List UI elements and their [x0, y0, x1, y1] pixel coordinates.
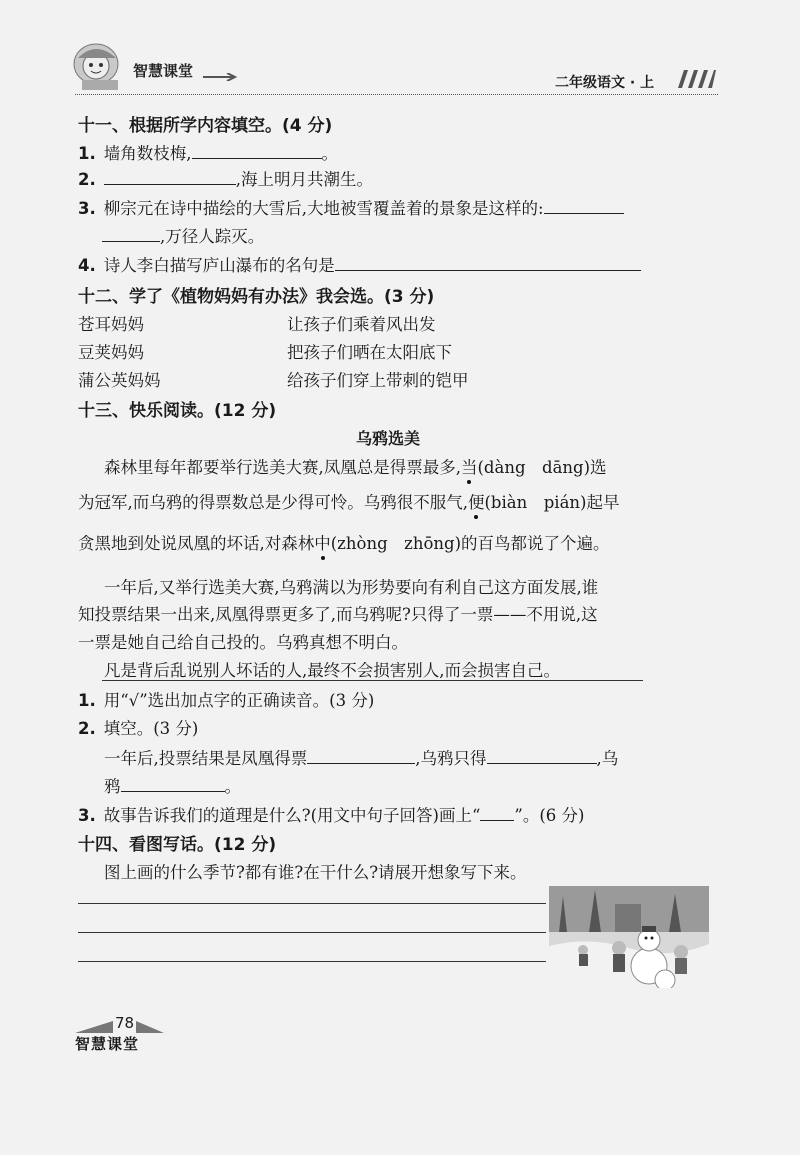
sec11-q2	[78, 166, 373, 190]
section-14-title: 十四、看图写话。(12 分)	[78, 835, 277, 855]
q-text: 。	[224, 777, 241, 796]
header-course: 二年级语文 · 上	[555, 75, 655, 91]
answer-blank[interactable]	[487, 749, 597, 764]
section-11-title: 十一、根据所学内容填空。(4 分)	[78, 116, 333, 136]
story-line: 一年后,又举行选美大赛,乌鸦满以为形势要向有利自己这方面发展,谁	[104, 578, 599, 597]
header-stripes-icon	[672, 70, 716, 88]
q-text: ,乌鸦只得	[415, 749, 487, 768]
q-number: 3.	[78, 199, 96, 218]
answer-blank[interactable]	[192, 144, 322, 159]
match-left-item[interactable]: 苍耳妈妈	[78, 315, 144, 334]
footer-arrow-right-icon	[136, 1018, 164, 1037]
q-text: ”。(6 分)	[514, 806, 585, 825]
q-text: 故事告诉我们的道理是什么?(用文中句子回答)画上“	[103, 806, 481, 825]
sec13-q2	[78, 715, 198, 739]
q-text: 鸦	[104, 777, 121, 796]
match-right-item[interactable]: 给孩子们穿上带刺的铠甲	[287, 371, 469, 390]
writing-line[interactable]	[78, 932, 546, 933]
q-number: 3.	[78, 806, 96, 825]
sec13-q3	[78, 802, 584, 826]
match-right-item[interactable]: 把孩子们晒在太阳底下	[287, 343, 452, 362]
q-number: 2.	[78, 719, 96, 738]
section-12-title: 十二、学了《植物妈妈有办法》我会选。(3 分)	[78, 287, 435, 307]
pinyin-options[interactable]: (zhòng zhōng)的百鸟都说了个遍。	[330, 534, 610, 553]
sec13-q2-line1	[104, 745, 618, 769]
winter-scene-illustration	[549, 886, 709, 988]
page-number: 78	[115, 1014, 135, 1032]
story-line	[78, 489, 619, 513]
q-number: 1.	[78, 691, 96, 710]
header-divider	[75, 94, 718, 95]
story-text: 贪黑地到处说凤凰的坏话,对森林	[78, 534, 315, 553]
sec11-q1	[78, 140, 338, 164]
pinyin-options[interactable]: (dàng dāng)选	[477, 458, 607, 477]
q-punct: 。	[321, 144, 338, 163]
q-number: 4.	[78, 256, 96, 275]
wave-line-blank	[480, 806, 514, 821]
sec11-q3	[78, 195, 624, 219]
header-arrow-icon	[203, 66, 239, 74]
story-text: 为冠军,而乌鸦的得票数总是少得可怜。乌鸦很不服气,	[78, 493, 468, 512]
answer-blank[interactable]	[335, 256, 641, 271]
q-number: 2.	[78, 170, 96, 189]
match-left-item[interactable]: 蒲公英妈妈	[78, 371, 161, 390]
q-text: 一年后,投票结果是凤凰得票	[104, 749, 308, 768]
story-title: 乌鸦选美	[356, 429, 421, 448]
answer-blank[interactable]	[307, 749, 415, 764]
writing-line[interactable]	[78, 961, 546, 962]
header-logo	[70, 38, 130, 92]
sec13-q2-line2	[104, 773, 241, 797]
writing-prompt: 图上画的什么季节?都有谁?在干什么?请展开想象写下来。	[104, 863, 527, 882]
moral-underline	[102, 680, 643, 681]
match-left-item[interactable]: 豆荚妈妈	[78, 343, 144, 362]
story-moral-line: 凡是背后乱说别人坏话的人,最终不会损害别人,而会损害自己。	[104, 661, 560, 680]
match-right-item[interactable]: 让孩子们乘着风出发	[287, 315, 436, 334]
pinyin-options[interactable]: (biàn pián)起早	[484, 493, 620, 512]
story-line: 知投票结果一出来,凤凰得票更多了,而乌鸦呢?只得了一票——不用说,这	[78, 605, 598, 624]
dotted-character: 当	[461, 458, 478, 477]
cartoon-girl-logo-icon	[70, 38, 130, 92]
story-line	[78, 530, 610, 554]
q-text: 用“√”选出加点字的正确读音。(3 分)	[103, 691, 375, 710]
sec11-q4	[78, 252, 641, 276]
story-line: 一票是她自己给自己投的。乌鸦真想不明白。	[78, 633, 408, 652]
story-line	[104, 454, 607, 478]
answer-blank[interactable]	[104, 170, 236, 185]
answer-blank[interactable]	[544, 199, 624, 214]
header-brand: 智慧课堂	[133, 62, 194, 80]
q-text: 填空。(3 分)	[103, 719, 199, 738]
q-text: 柳宗元在诗中描绘的大雪后,大地被雪覆盖着的景象是这样的:	[103, 199, 544, 218]
q-text: 诗人李白描写庐山瀑布的名句是	[103, 256, 335, 275]
q-text: ,万径人踪灭。	[160, 227, 265, 246]
section-13-title: 十三、快乐阅读。(12 分)	[78, 401, 277, 421]
answer-blank[interactable]	[102, 227, 160, 242]
q-text: 墙角数枝梅,	[103, 144, 192, 163]
story-text: 森林里每年都要举行选美大赛,凤凰总是得票最多,	[104, 458, 461, 477]
q-text: ,乌	[596, 749, 619, 768]
answer-blank[interactable]	[121, 777, 225, 792]
dotted-character: 中	[314, 534, 331, 553]
footer-brand: 智慧课堂	[75, 1035, 140, 1053]
sec13-q1	[78, 687, 374, 711]
q-text: ,海上明月共潮生。	[235, 170, 373, 189]
writing-line[interactable]	[78, 903, 546, 904]
sec11-q3-cont	[102, 223, 264, 247]
dotted-character: 便	[468, 493, 485, 512]
q-number: 1.	[78, 144, 96, 163]
